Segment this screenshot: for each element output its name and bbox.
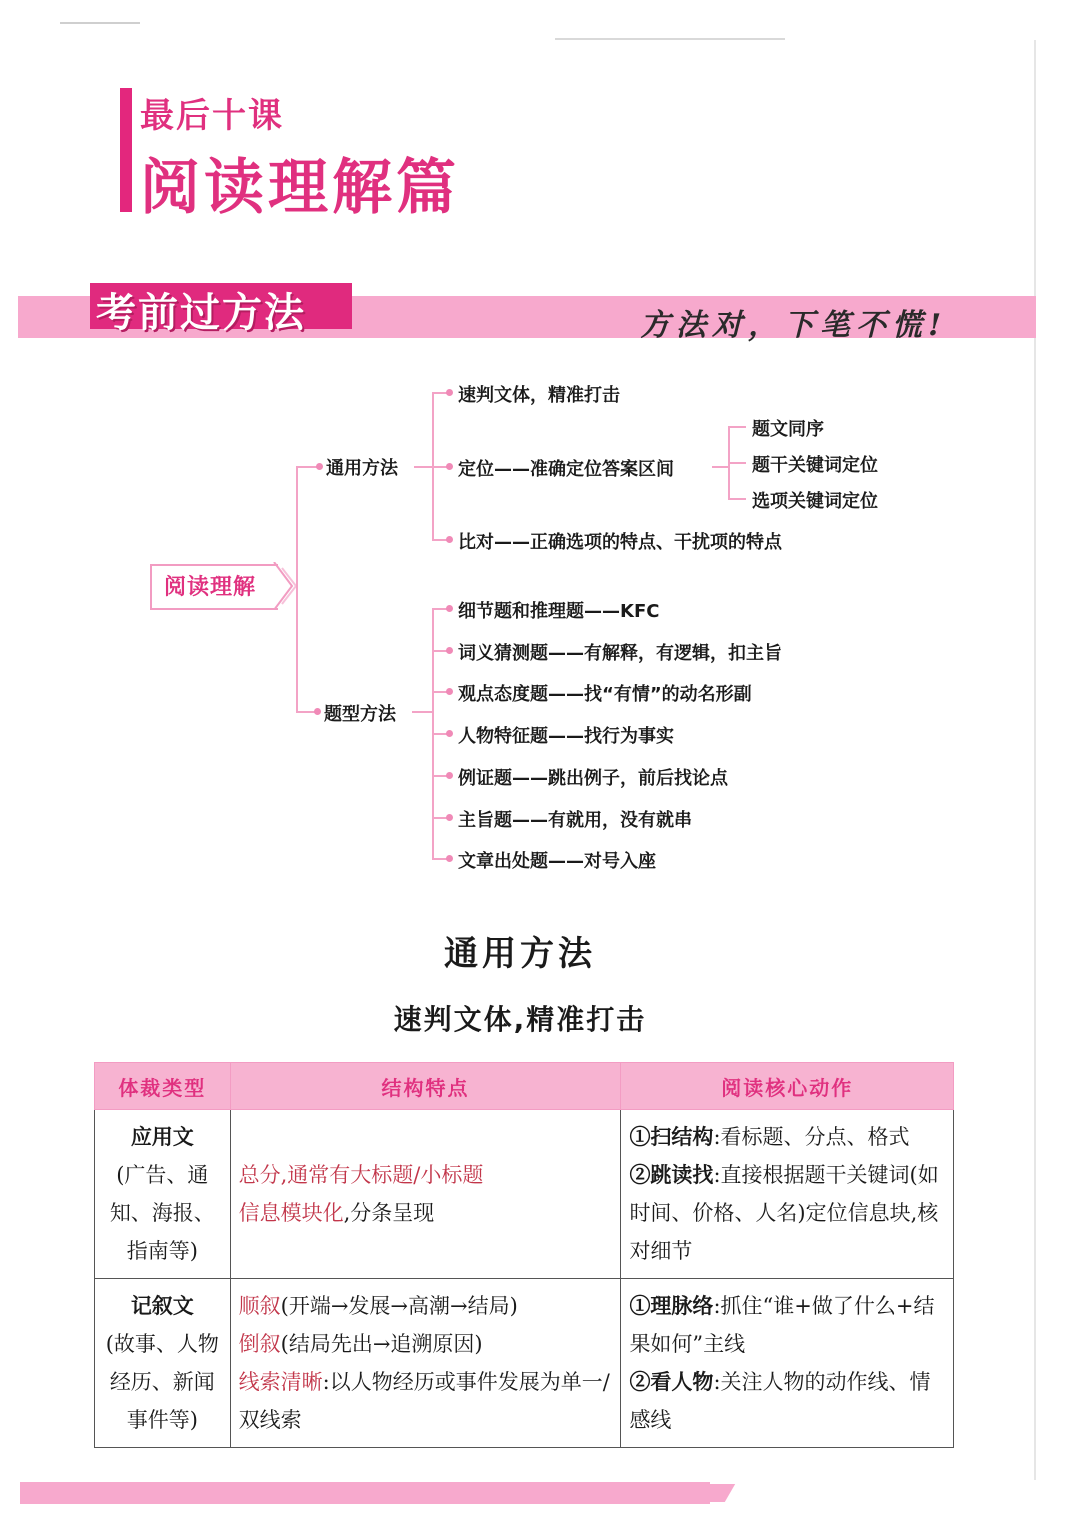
sub-connector bbox=[712, 466, 728, 468]
structure-key: 倒叙 bbox=[238, 1332, 281, 1356]
action-key: ②看人物 bbox=[629, 1369, 714, 1394]
mindmap-root-arrow-icon bbox=[268, 562, 298, 610]
table-header-row bbox=[95, 1063, 954, 1110]
structure-text: ,分条呈现 bbox=[343, 1201, 435, 1225]
genre-name: 应用文 bbox=[130, 1124, 194, 1149]
action-line bbox=[629, 1287, 945, 1363]
action-cell bbox=[621, 1279, 954, 1448]
locate-item: 选项关键词定位 bbox=[752, 491, 878, 512]
structure-text: :以人物经历或事件发展为单一/双线索 bbox=[238, 1370, 610, 1432]
structure-key: 线索清晰 bbox=[238, 1370, 323, 1394]
page-right-border bbox=[1034, 40, 1036, 1480]
table-row bbox=[95, 1110, 954, 1279]
top-rule-secondary bbox=[555, 38, 785, 40]
action-key: ①扫结构 bbox=[629, 1124, 714, 1149]
leaf-dot bbox=[446, 814, 453, 821]
genre-cell bbox=[95, 1279, 231, 1448]
structure-line bbox=[239, 1287, 613, 1325]
table-header-cell: 阅读核心动作 bbox=[621, 1063, 954, 1110]
sub-leaf-line bbox=[728, 426, 746, 428]
action-line bbox=[629, 1118, 945, 1156]
table-header-cell: 体裁类型 bbox=[95, 1063, 231, 1110]
action-key: ②跳读找 bbox=[629, 1162, 714, 1187]
action-line bbox=[629, 1156, 945, 1270]
footer-strip bbox=[20, 1482, 710, 1504]
question-type-item: 例证题——跳出例子，前后找论点 bbox=[458, 768, 728, 789]
section-subheading: 速判文体,精准打击 bbox=[393, 1003, 647, 1036]
question-type-item: 细节题和推理题——KFC bbox=[458, 601, 660, 622]
action-key: ①理脉络 bbox=[629, 1293, 714, 1318]
action-text: :直接根据题干关键词(如时间、价格、人名)定位信息块,核对细节 bbox=[629, 1163, 939, 1263]
trunk-branch-1 bbox=[296, 466, 318, 468]
genre-name: 记叙文 bbox=[130, 1293, 194, 1318]
leaf-dot bbox=[446, 730, 453, 737]
action-text: :抓住“谁+做了什么+结果如何”主线 bbox=[629, 1294, 935, 1356]
locate-item: 题干关键词定位 bbox=[752, 455, 878, 476]
structure-key: 总分,通常有大标题/小标题 bbox=[238, 1163, 484, 1187]
structure-cell bbox=[230, 1279, 621, 1448]
leaf-dot bbox=[446, 855, 453, 862]
banner-slogan: 方法对，下笔不慌! bbox=[640, 308, 948, 343]
banner-title: 考前过方法 bbox=[96, 290, 306, 336]
locate-item: 题文同序 bbox=[752, 419, 824, 440]
question-type-item: 文章出处题——对号入座 bbox=[458, 851, 656, 872]
action-text: :关注人物的动作线、情感线 bbox=[629, 1370, 931, 1432]
question-type-item: 主旨题——有就用，没有就串 bbox=[458, 810, 692, 831]
genre-cell bbox=[95, 1110, 231, 1279]
leaf-dot bbox=[446, 688, 453, 695]
trunk-line bbox=[296, 466, 298, 712]
structure-line bbox=[239, 1325, 613, 1363]
structure-text: (结局先出→追溯原因) bbox=[280, 1332, 483, 1356]
question-type-item: 人物特征题——找行为事实 bbox=[458, 726, 674, 747]
leaf-dot bbox=[446, 536, 453, 543]
leaf-dot bbox=[446, 605, 453, 612]
chapter-title: 阅读理解篇 bbox=[140, 153, 460, 223]
genre-desc: (广告、通知、海报、指南等) bbox=[109, 1163, 215, 1263]
chapter-subtitle: 最后十课 bbox=[140, 96, 284, 136]
sub-leaf-line bbox=[728, 498, 746, 500]
method-item: 定位——准确定位答案区间 bbox=[458, 459, 674, 480]
leaf-dot bbox=[446, 389, 453, 396]
structure-key: 顺叙 bbox=[238, 1294, 281, 1318]
action-cell bbox=[621, 1110, 954, 1279]
structure-text: (开端→发展→高潮→结局) bbox=[280, 1294, 518, 1318]
structure-line bbox=[239, 1194, 613, 1232]
structure-key: 信息模块化 bbox=[238, 1201, 344, 1225]
method-item: 速判文体，精准打击 bbox=[458, 385, 620, 406]
branch-1-connector bbox=[414, 466, 432, 468]
genre-desc: (故事、人物经历、新闻事件等) bbox=[105, 1332, 219, 1432]
branch-dot bbox=[314, 708, 321, 715]
question-type-item: 观点态度题——找“有情”的动名形副 bbox=[458, 684, 752, 705]
mindmap-root-label: 阅读理解 bbox=[164, 575, 257, 600]
branch-dot bbox=[316, 463, 323, 470]
structure-line bbox=[239, 1363, 613, 1439]
action-text: :看标题、分点、格式 bbox=[713, 1125, 910, 1149]
sub-leaf-line bbox=[728, 462, 746, 464]
title-accent-bar bbox=[120, 88, 132, 212]
action-line bbox=[629, 1363, 945, 1439]
leaf-dot bbox=[446, 772, 453, 779]
branch-2-connector bbox=[412, 711, 432, 713]
structure-line bbox=[239, 1156, 613, 1194]
branch-general-methods: 通用方法 bbox=[326, 458, 398, 479]
table-row bbox=[95, 1279, 954, 1448]
top-rule bbox=[60, 22, 140, 24]
question-type-item: 词义猜测题——有解释，有逻辑，扣主旨 bbox=[458, 643, 782, 664]
branch-question-types: 题型方法 bbox=[324, 704, 396, 725]
structure-cell bbox=[230, 1110, 621, 1279]
table-header-cell: 结构特点 bbox=[230, 1063, 621, 1110]
genre-table bbox=[94, 1062, 954, 1448]
method-item: 比对——正确选项的特点、干扰项的特点 bbox=[458, 532, 782, 553]
leaf-dot bbox=[446, 647, 453, 654]
section-heading: 通用方法 bbox=[444, 934, 596, 974]
leaf-dot bbox=[446, 463, 453, 470]
